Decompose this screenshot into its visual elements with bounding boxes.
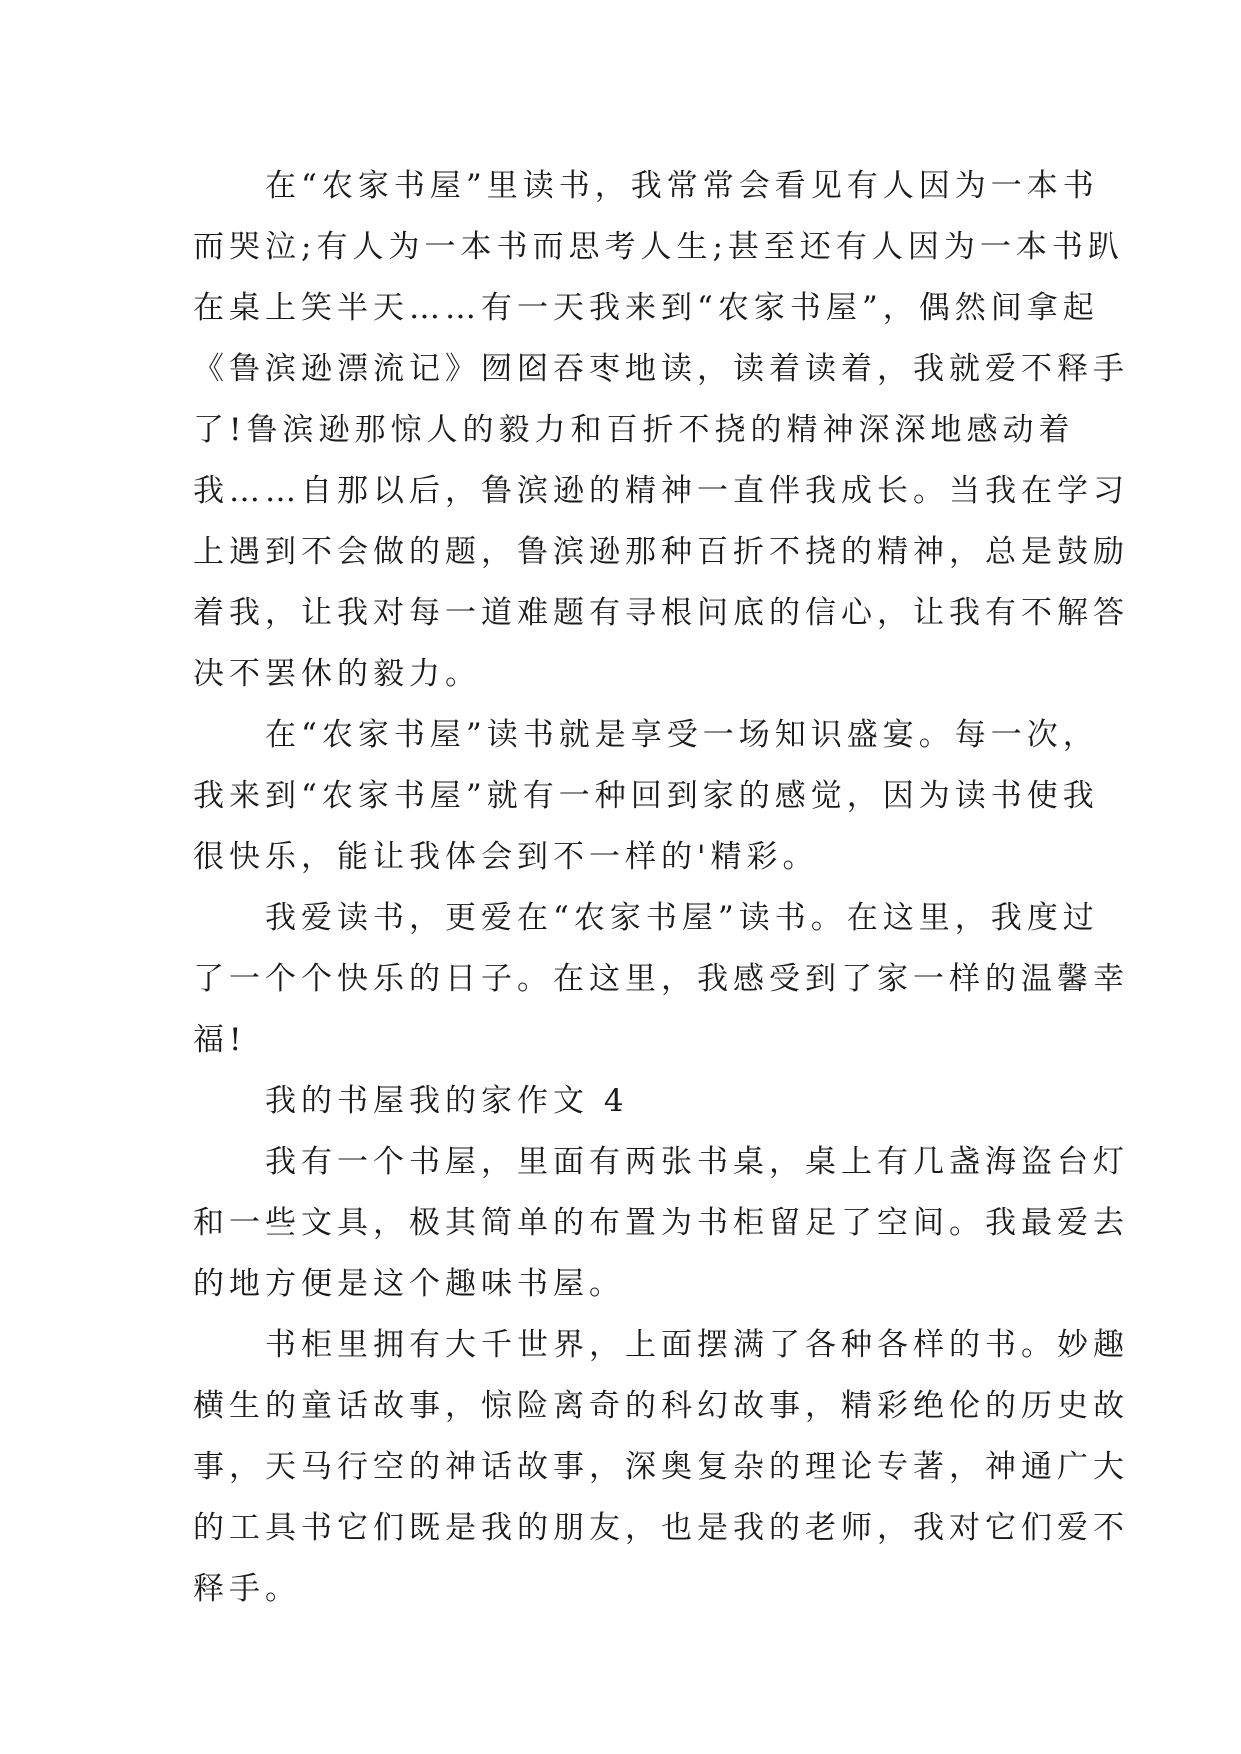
text-line: 决不罢休的毅力。 — [193, 656, 481, 692]
section-heading — [193, 1071, 1053, 1132]
document-body — [193, 156, 1129, 1620]
text-line: 在“农家书屋”读书就是享受一场知识盛宴。每一次， — [193, 717, 1099, 753]
text-line: 了一个个快乐的日子。在这里，我感受到了家一样的温馨幸 — [193, 961, 1129, 997]
paragraph — [193, 705, 1099, 888]
paragraph — [193, 1132, 1129, 1315]
paragraph — [193, 888, 1129, 1071]
text-line: 的工具书它们既是我的朋友，也是我的老师，我对它们爱不 — [193, 1510, 1129, 1546]
text-line: 我……自那以后，鲁滨逊的精神一直伴我成长。当我在学习 — [193, 473, 1129, 509]
heading-line: 我的书屋我的家作文 4 — [193, 1083, 629, 1119]
text-line: 我有一个书屋，里面有两张书桌，桌上有几盏海盗台灯 — [193, 1144, 1129, 1180]
paragraph — [193, 156, 1129, 705]
text-line: 我爱读书，更爱在“农家书屋”读书。在这里，我度过 — [193, 900, 1099, 936]
text-line: 的地方便是这个趣味书屋。 — [193, 1266, 625, 1302]
text-line: 在“农家书屋”里读书，我常常会看见有人因为一本书 — [193, 168, 1099, 204]
text-line: 上遇到不会做的题，鲁滨逊那种百折不挠的精神，总是鼓励 — [193, 534, 1129, 570]
text-line: 着我，让我对每一道难题有寻根问底的信心，让我有不解答 — [193, 595, 1129, 631]
text-line: 事，天马行空的神话故事，深奥复杂的理论专著，神通广大 — [193, 1449, 1129, 1485]
text-line: 在桌上笑半天……有一天我来到“农家书屋”，偶然间拿起 — [193, 290, 1099, 326]
text-line: 和一些文具，极其简单的布置为书柜留足了空间。我最爱去 — [193, 1205, 1129, 1241]
text-line: 书柜里拥有大千世界，上面摆满了各种各样的书。妙趣 — [193, 1327, 1129, 1363]
text-line: 横生的童话故事，惊险离奇的科幻故事，精彩绝伦的历史故 — [193, 1388, 1129, 1424]
text-line: 我来到“农家书屋”就有一种回到家的感觉，因为读书使我 — [193, 778, 1099, 814]
text-line: 福! — [193, 1022, 247, 1058]
text-line: 《鲁滨逊漂流记》囫囵吞枣地读，读着读着，我就爱不释手 — [193, 351, 1129, 387]
text-line: 释手。 — [193, 1571, 301, 1607]
text-line: 很快乐，能让我体会到不一样的'精彩。 — [193, 839, 819, 875]
text-line: 了!鲁滨逊那惊人的毅力和百折不挠的精神深深地感动着 — [193, 412, 1075, 448]
paragraph — [193, 1315, 1129, 1620]
text-line: 而哭泣;有人为一本书而思考人生;甚至还有人因为一本书趴 — [193, 229, 1124, 265]
